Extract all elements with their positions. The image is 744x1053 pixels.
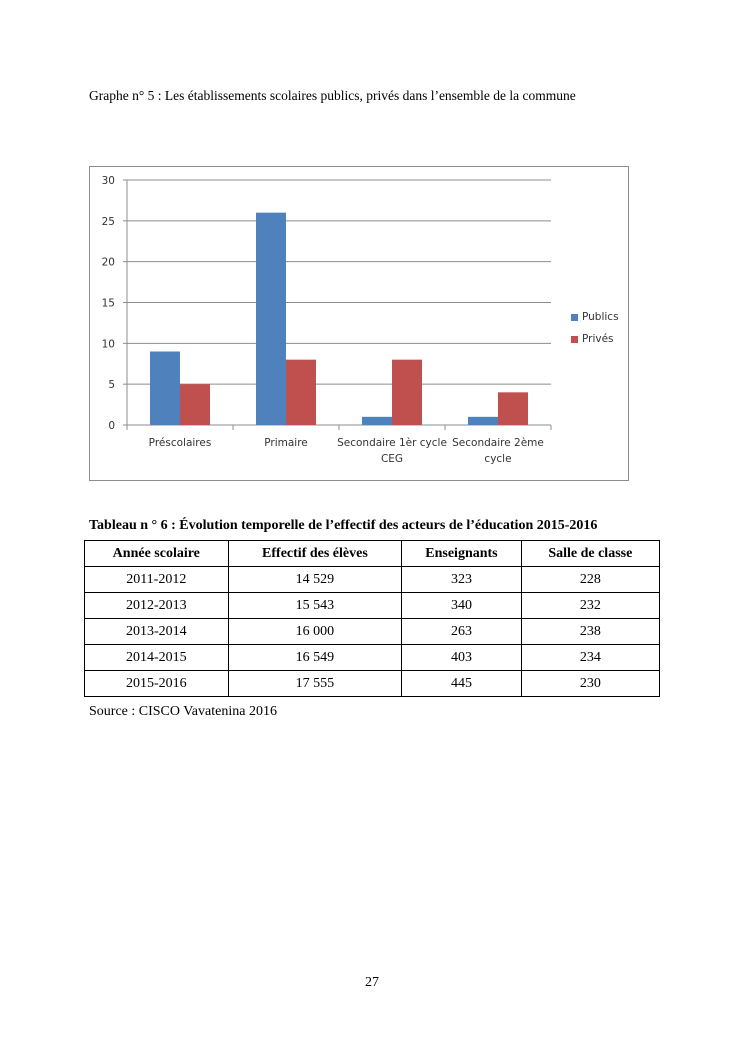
legend-item (571, 306, 619, 328)
chart-legend (571, 306, 619, 350)
bar-privés-1 (286, 360, 316, 425)
x-tick-label: CEG (380, 453, 404, 465)
table-cell: 2013-2014 (85, 619, 229, 645)
y-tick-label: 15 (101, 297, 115, 310)
y-tick-label: 20 (101, 256, 115, 269)
table-title: Tableau n ° 6 : Évolution temporelle de l’effectif des acteurs de l’éducation 2015-2016 (89, 518, 598, 533)
table-cell: 234 (521, 645, 659, 671)
table-cell: 16 000 (228, 619, 402, 645)
table-cell: 2012-2013 (85, 593, 229, 619)
y-tick-label: 25 (101, 215, 115, 228)
table-cell: 445 (402, 671, 521, 697)
table-row (85, 671, 660, 697)
x-tick-label: Préscolaires (148, 437, 212, 449)
y-tick-label: 10 (101, 338, 115, 351)
education-table (84, 540, 660, 697)
bar-privés-0 (180, 384, 210, 425)
header-salle: Salle de classe (521, 541, 659, 567)
bar-publics-3 (468, 417, 498, 425)
table-row (85, 645, 660, 671)
bar-privés-3 (498, 392, 528, 425)
page-number: 27 (365, 975, 379, 990)
table-cell: 238 (521, 619, 659, 645)
bar-privés-2 (392, 360, 422, 425)
chart-caption: Graphe n° 5 : Les établissements scolaires publics, privés dans l’ensemble de la commune (89, 88, 576, 103)
table-cell: 17 555 (228, 671, 402, 697)
legend-swatch (571, 314, 578, 321)
source-note: Source : CISCO Vavatenina 2016 (89, 704, 277, 719)
bar-publics-1 (256, 213, 286, 425)
table-row (85, 619, 660, 645)
legend-label: Publics (582, 311, 619, 323)
bar-chart (89, 166, 629, 481)
table-cell: 232 (521, 593, 659, 619)
header-effectif: Effectif des élèves (228, 541, 402, 567)
bar-publics-0 (150, 352, 180, 426)
legend-item (571, 328, 619, 350)
x-tick-label: Secondaire 2ème (452, 437, 544, 449)
x-tick-label: Primaire (264, 437, 308, 449)
y-tick-label: 30 (101, 175, 115, 187)
header-enseignants: Enseignants (402, 541, 521, 567)
y-tick-label: 0 (108, 420, 115, 432)
table-cell: 2011-2012 (85, 567, 229, 593)
table-cell: 16 549 (228, 645, 402, 671)
y-tick-label: 5 (108, 379, 115, 392)
bar-chart-svg (90, 167, 628, 480)
table-header-row (85, 541, 660, 567)
table-cell: 228 (521, 567, 659, 593)
table-cell: 2014-2015 (85, 645, 229, 671)
legend-label: Privés (582, 333, 614, 345)
bar-publics-2 (362, 417, 392, 425)
x-tick-label: Secondaire 1èr cycle (337, 437, 447, 449)
table-row (85, 593, 660, 619)
table-cell: 323 (402, 567, 521, 593)
table-cell: 403 (402, 645, 521, 671)
table-cell: 15 543 (228, 593, 402, 619)
table-cell: 340 (402, 593, 521, 619)
table-row (85, 567, 660, 593)
table-cell: 2015-2016 (85, 671, 229, 697)
x-tick-label: cycle (484, 453, 512, 465)
table-cell: 230 (521, 671, 659, 697)
table-cell: 263 (402, 619, 521, 645)
table-cell: 14 529 (228, 567, 402, 593)
legend-swatch (571, 336, 578, 343)
header-annee: Année scolaire (85, 541, 229, 567)
